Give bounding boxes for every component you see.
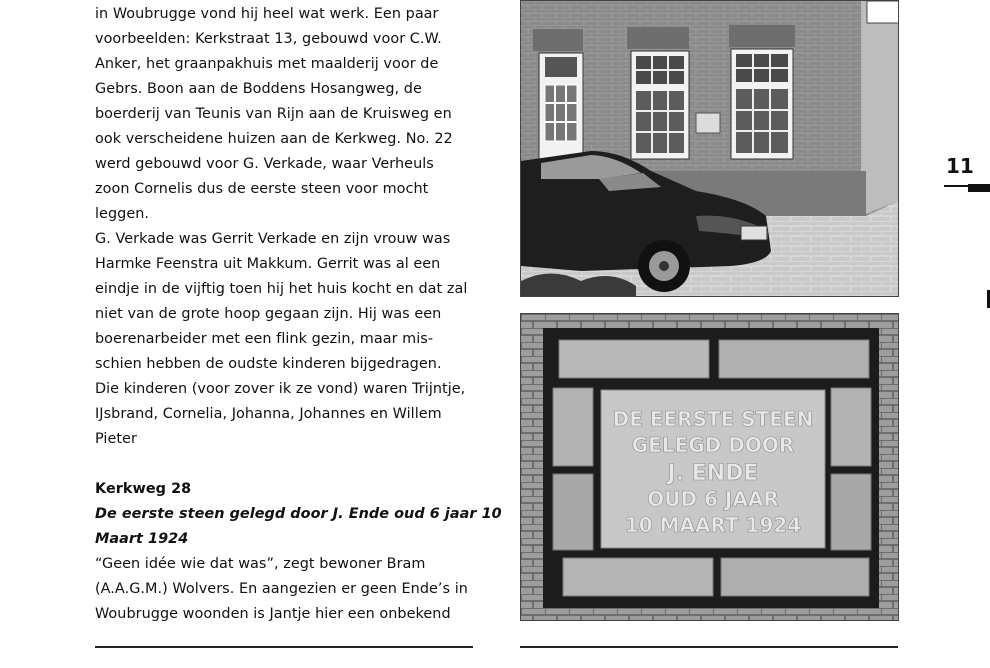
text-line: Woubrugge woonden is Jantje hier een onbekend [95,606,451,622]
text-line: voorbeelden: Kerkstraat 13, gebouwd voor C.W. [95,31,442,47]
article-body [95,2,502,627]
text-line: zoon Cornelis dus de eerste steen voor mocht [95,181,429,197]
text-line: ook verscheidene huizen aan de Kerkweg. No. 22 [95,131,453,147]
section-heading: Kerkweg 28 [95,481,192,497]
text-line: “Geen idée wie dat was”, zegt bewoner Bram [95,556,426,572]
text-line: schien hebben de oudste kinderen bijgedragen. [95,356,442,372]
text-line: Die kinderen (voor zover ik ze vond) waren Trijntje, [95,381,466,397]
page-tab-marker [968,184,990,192]
text-line: eindje in de vijftig toen hij het huis kocht en dat zal [95,281,468,297]
text-line: Pieter [95,431,137,447]
stone-inscription-line: OUD 6 JAAR [647,487,779,511]
foundation-stone-photo [520,313,899,621]
page-number: 11 [946,154,974,178]
section-subheading-line: Maart 1924 [95,531,189,547]
stone-inscription-line: GELEGD DOOR [631,433,795,457]
house-photo [520,0,899,297]
text-line: Anker, het graanpakhuis met maalderij voor de [95,56,439,72]
text-line: boerderij van Teunis van Rijn aan de Kruisweg en [95,106,452,122]
text-line: (A.A.G.M.) Wolvers. En aangezien er geen Ende’s in [95,581,468,597]
text-line: G. Verkade was Gerrit Verkade en zijn vrouw was [95,231,451,247]
text-line: IJsbrand, Cornelia, Johanna, Johannes en Willem [95,406,442,422]
house-photo-image [521,1,898,296]
foundation-stone-image [521,314,898,620]
text-line: in Woubrugge vond hij heel wat werk. Een paar [95,6,439,22]
stone-inscription-line: J. ENDE [667,461,759,486]
paragraph-spacer [95,452,480,477]
text-line: Gebrs. Boon aan de Boddens Hosangweg, de [95,81,422,97]
text-line: werd gebouwd voor G. Verkade, waar Verheuls [95,156,434,172]
stone-inscription-line: DE EERSTE STEEN [612,407,814,431]
stone-inscription-line: 10 MAART 1924 [624,513,802,537]
text-line: niet van de grote hoop gegaan zijn. Hij was een [95,306,442,322]
bottom-rule-right [520,646,898,648]
section-subheading-line: De eerste steen gelegd door J. Ende oud 6 jaar 10 [95,506,502,522]
bottom-rule-left [95,646,473,648]
text-line: boerenarbeider met een flink gezin, maar mis- [95,331,434,347]
text-line: leggen. [95,206,150,222]
text-line: Harmke Feenstra uit Makkum. Gerrit was al een [95,256,441,272]
